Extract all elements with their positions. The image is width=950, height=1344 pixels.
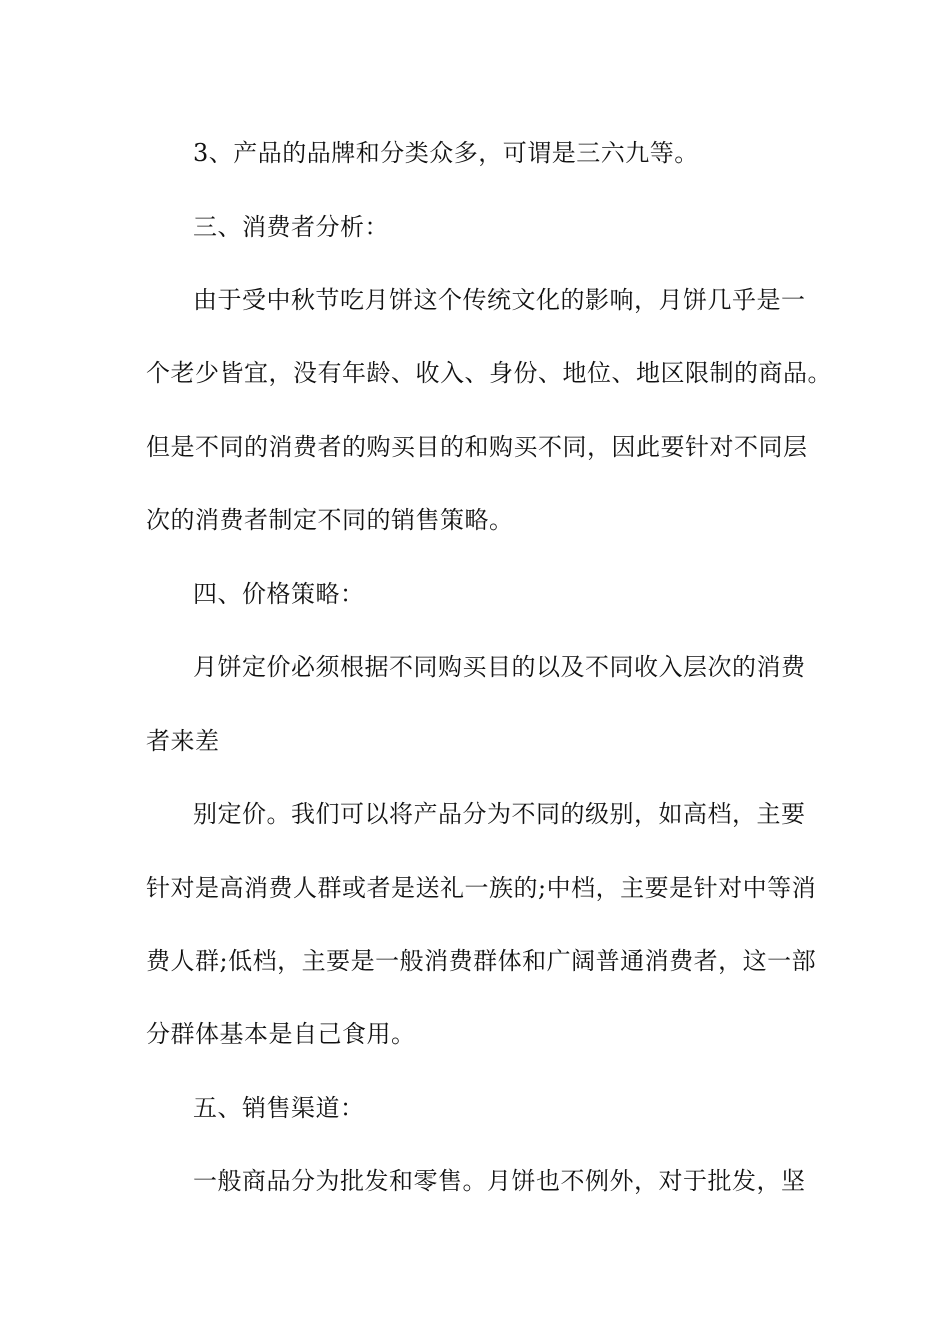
section-heading: 五、销售渠道： [193,1094,365,1122]
paragraph-line: 者来差 [146,727,220,755]
section-heading: 四、价格策略： [193,580,365,608]
paragraph-line: 别定价。我们可以将产品分为不同的级别，如高档，主要 [193,800,806,828]
paragraph-line: 3、产品的品牌和分类众多，可谓是三六九等。 [193,139,699,167]
section-heading: 三、消费者分析： [193,213,389,241]
paragraph-line: 月饼定价必须根据不同购买目的以及不同收入层次的消费 [193,653,806,681]
paragraph-line: 针对是高消费人群或者是送礼一族的;中档，主要是针对中等消 [146,874,817,902]
paragraph-line: 个老少皆宜，没有年龄、收入、身份、地位、地区限制的商品。 [146,359,832,387]
paragraph-line: 分群体基本是自己食用。 [146,1020,416,1048]
paragraph-line: 费人群;低档，主要是一般消费群体和广阔普通消费者，这一部 [146,947,817,975]
paragraph-line: 一般商品分为批发和零售。月饼也不例外，对于批发，坚 [193,1167,806,1195]
paragraph-line: 由于受中秋节吃月饼这个传统文化的影响，月饼几乎是一 [193,286,806,314]
paragraph-line: 次的消费者制定不同的销售策略。 [146,506,514,534]
paragraph-line: 但是不同的消费者的购买目的和购买不同，因此要针对不同层 [146,433,808,461]
